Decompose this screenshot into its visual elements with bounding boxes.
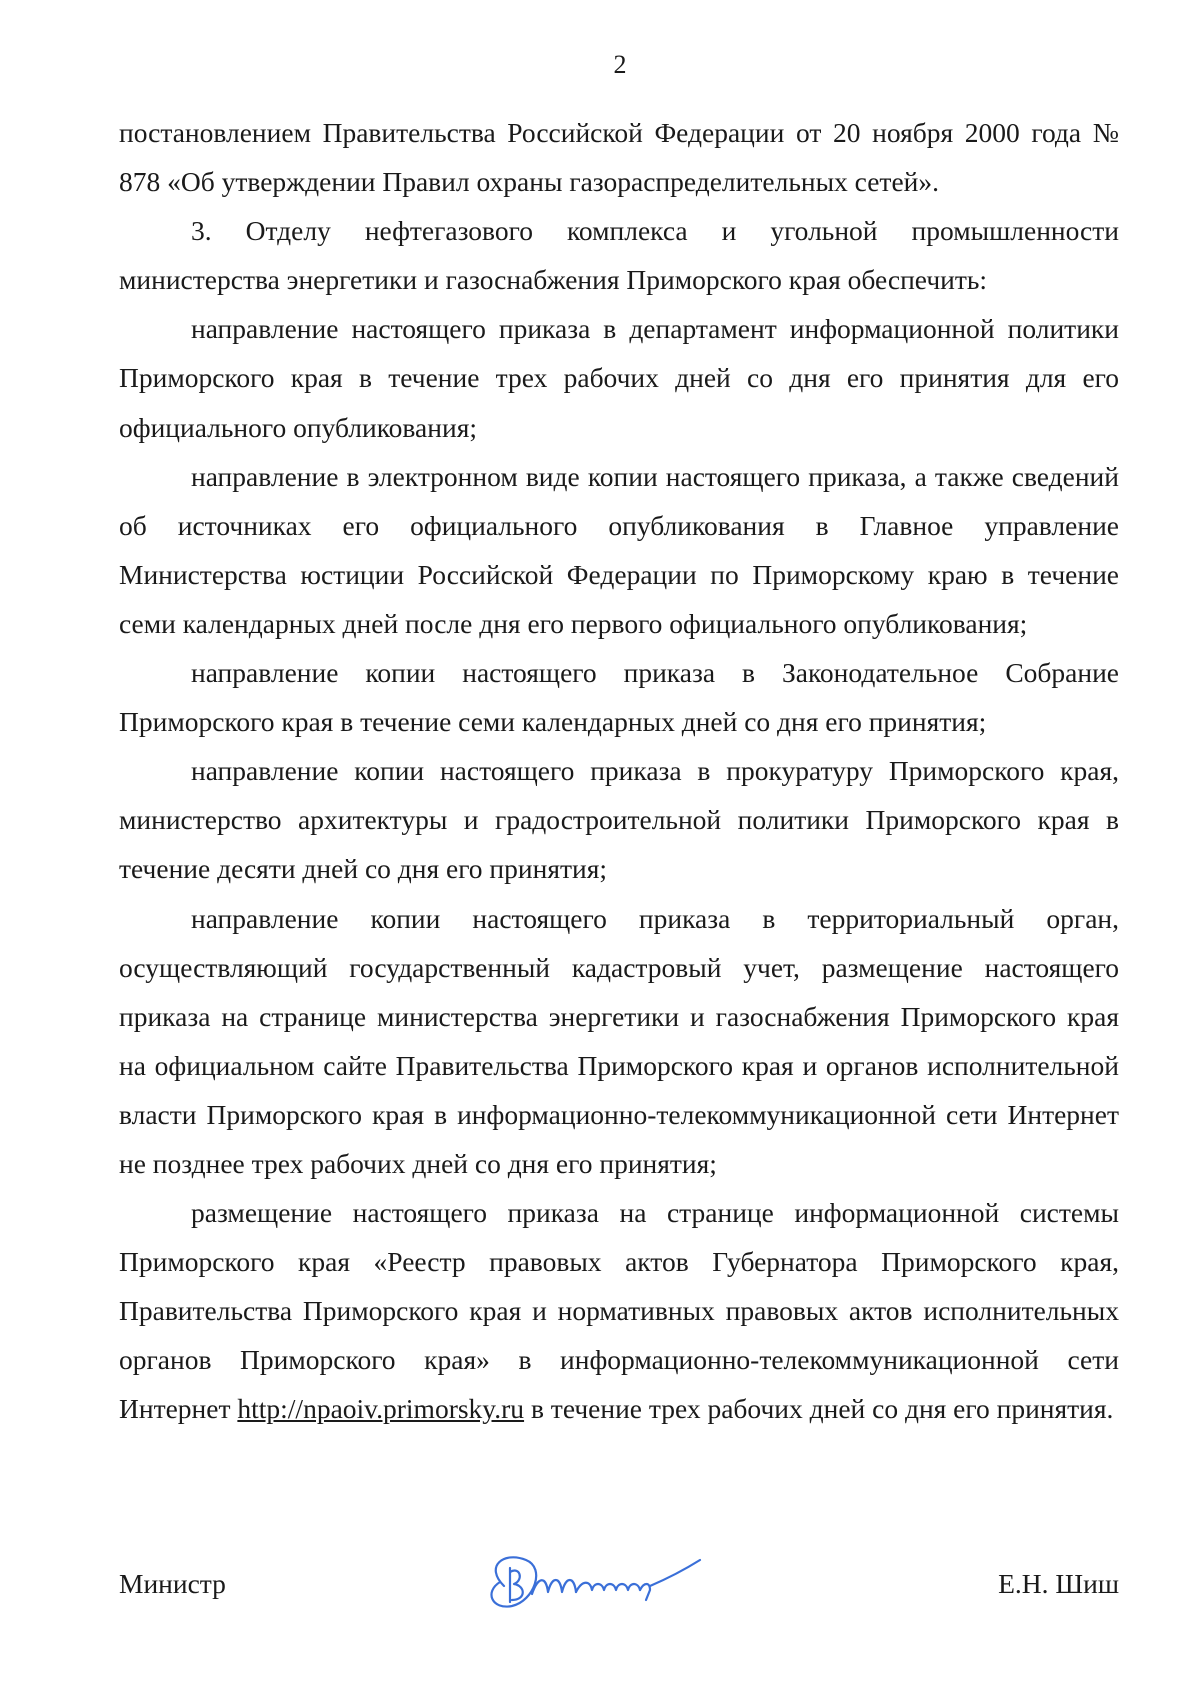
registry-link[interactable]: http://npaoiv.primorsky.ru xyxy=(237,1393,525,1425)
signature-block xyxy=(119,1548,1119,1618)
paragraph: направление копии настоящего приказа в Законодательное Собрание Приморского края в течение семи календарных дней со дня его принятия; xyxy=(119,657,1119,738)
paragraph-text-after-link: в течение трех рабочих дней со дня его принятия. xyxy=(524,1393,1114,1425)
paragraph: направление копии настоящего приказа в территориальный орган, осуществляющий государственный кадастровый учет, размещение настоящего приказа на странице министерства энергетики и газоснабжения Приморского края на официальном сайте Правительства Приморского края и органов исполнительной власти Приморского края в информационно-телекоммуникационной сети Интернет не позднее трех рабочих дней со дня его принятия; xyxy=(119,902,1119,1179)
paragraph: 3. Отделу нефтегазового комплекса и угольной промышленности министерства энергетики и газоснабжения Приморского края обеспечить: xyxy=(119,215,1119,296)
document-body xyxy=(119,108,1119,1434)
paragraph-with-link xyxy=(119,1188,1119,1433)
handwritten-signature xyxy=(464,1546,704,1616)
paragraph: постановлением Правительства Российской Федерации от 20 ноября 2000 года № 878 «Об утверждении Правил охраны газораспределительных сетей». xyxy=(119,117,1119,198)
paragraph: направление копии настоящего приказа в прокуратуру Приморского края, министерство архитектуры и градостроительной политики Приморского края в течение десяти дней со дня его принятия; xyxy=(119,755,1119,885)
paragraph-text-before-link: размещение настоящего приказа на странице информационной системы Приморского края «Реестр правовых актов Губернатора Приморского края, Правительства Приморского края и нормативных правовых актов исполнительных органов Приморского края» в информационно-телекоммуникационной сети Интернет xyxy=(119,1197,1119,1425)
signature-strokes xyxy=(491,1557,700,1606)
paragraph: направление настоящего приказа в департамент информационной политики Приморского края в течение трех рабочих дней со дня его принятия для его официального опубликования; xyxy=(119,313,1119,443)
paragraph: направление в электронном виде копии настоящего приказа, а также сведений об источниках его официального опубликования в Главное управление Министерства юстиции Российской Федерации по Приморскому краю в течение семи календарных дней после дня его первого официального опубликования; xyxy=(119,460,1119,639)
page-number: 2 xyxy=(613,50,627,79)
signatory-name: Е.Н. Шиш xyxy=(998,1568,1119,1599)
signatory-title: Министр xyxy=(119,1568,226,1599)
